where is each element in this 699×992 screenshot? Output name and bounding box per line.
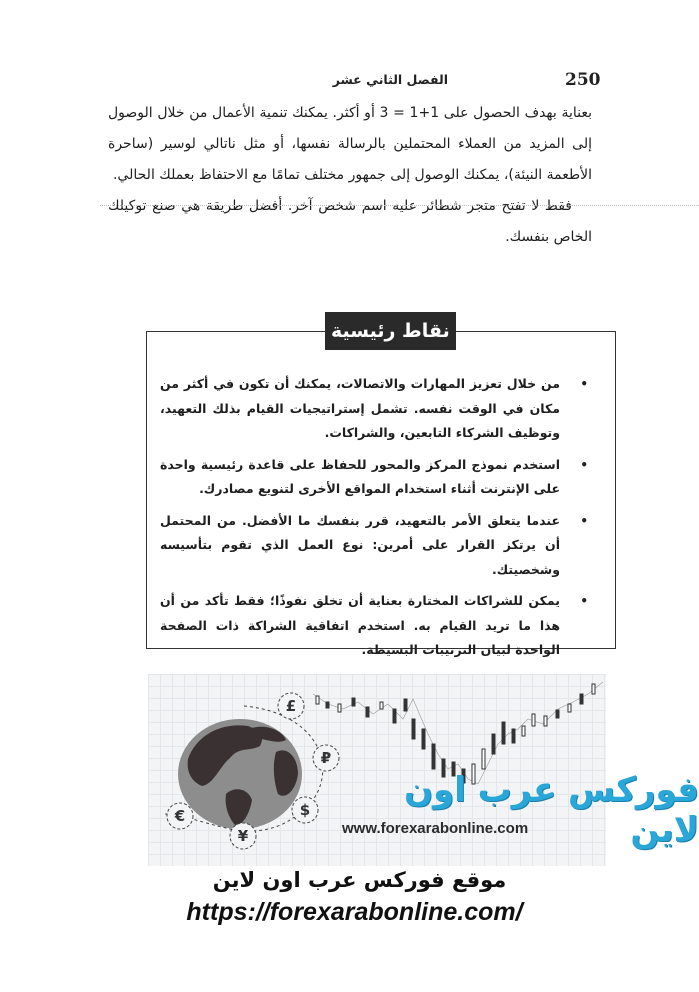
body-text xyxy=(108,98,592,253)
key-points-list xyxy=(160,372,590,670)
bullet-icon: • xyxy=(580,377,588,391)
footer-site-name: موقع فوركس عرب اون لاين xyxy=(212,868,507,892)
bullet-icon: • xyxy=(580,594,588,608)
footer-site-url[interactable]: https://forexarabonline.com/ xyxy=(186,898,523,926)
bullet-icon: • xyxy=(580,513,588,528)
list-item: • استخدم نموذج المركز والمحور للحفاظ على قاعدة رئيسية واحدة على الإنترنت أثناء استخدام المواقع الأخرى لتنويع مصادرك. xyxy=(160,453,560,502)
chapter-title: الفصل الثاني عشر xyxy=(332,72,448,87)
brand-url[interactable]: www.forexarabonline.com xyxy=(342,820,529,837)
ruble-icon: ₽ xyxy=(320,749,332,767)
scan-artifact-line xyxy=(100,205,699,206)
page-number: 250 xyxy=(565,70,601,90)
list-item: • من خلال تعزيز المهارات والاتصالات، يمكنك أن تكون في أكثر من مكان في الوقت نفسه. تشمل إستراتيجيات القيام بذلك التعهيد، وتوظيف الشركاء التابعين، والشراكات. xyxy=(160,372,560,446)
list-item: • يمكن للشراكات المختارة بعناية أن تخلق نفوذًا؛ فقط تأكد من أن هذا ما تريد القيام به. استخدم اتفاقية الشراكة ذات الصفحة الواحدة لبيان الترتيبات البسيطة. xyxy=(160,589,560,663)
key-points-title: نقاط رئيسية xyxy=(325,312,456,350)
paragraph: فقط لا تفتح متجر شطائر عليه اسم شخص آخر. أفضل طريقة هي صنع توكيلك الخاص بنفسك. xyxy=(108,198,592,245)
candlestick-chart-icon xyxy=(313,682,603,784)
list-item: • عندما يتعلق الأمر بالتعهيد، قرر بنفسك ما الأفضل. من المحتمل أن يرتكز القرار على أمرين: نوع العمل الذي تقوم بتأسيسه وشخصيتك. xyxy=(160,509,560,583)
paragraph: بعناية بهدف الحصول على 1+1 = 3 أو أكثر. يمكنك تنمية الأعمال من خلال الوصول إلى المزيد من العملاء المحتملين بالرسالة نفسها، أو مثل ناتالي لوسير (ساحرة الأطعمة النيئة)، يمكنك الوصول إلى جمهور مختلف تمامًا مع الاحتفاظ بعملك الحالي. xyxy=(108,105,592,183)
yen-icon: ¥ xyxy=(237,827,249,845)
euro-icon: € xyxy=(174,807,186,825)
bullet-icon: • xyxy=(580,457,588,472)
pound-icon: £ xyxy=(285,697,297,715)
brand-name-arabic: فوركس عرب اون لاين xyxy=(403,770,699,850)
dollar-icon: $ xyxy=(299,801,311,819)
globe-icon xyxy=(178,719,302,829)
